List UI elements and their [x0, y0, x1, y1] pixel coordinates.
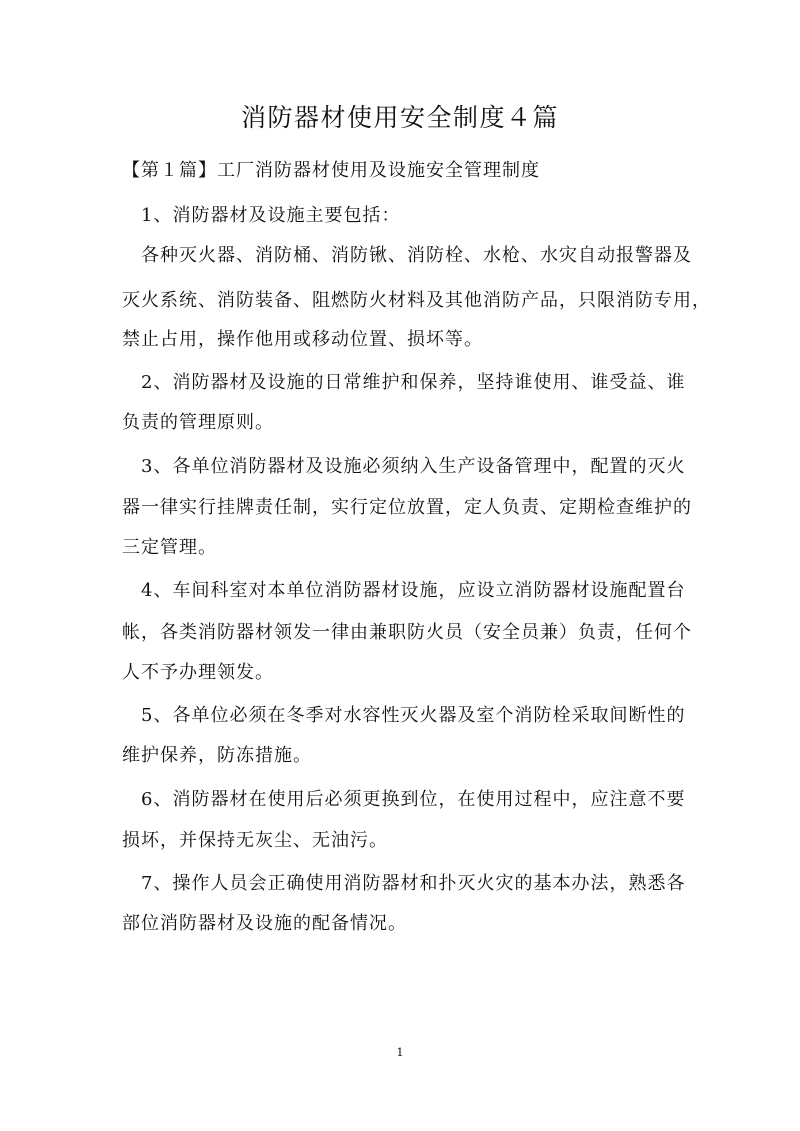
- paragraph-3-line-2: 器一律实行挂牌责任制，实行定位放置，定人负责、定期检查维护的: [122, 497, 692, 518]
- paragraph-7-line-1: 7、操作人员会正确使用消防器材和扑灭火灾的基本办法，熟悉各: [141, 873, 686, 894]
- paragraph-3-line-1: 3、各单位消防器材及设施必须纳入生产设备管理中，配置的灭火: [141, 456, 686, 477]
- paragraph-4-line-3: 人不予办理领发。: [122, 662, 274, 683]
- paragraph-1-line-4: 禁止占用，操作他用或移动位置、损坏等。: [122, 329, 483, 350]
- paragraph-1-line-2: 各种灭火器、消防桶、消防锹、消防栓、水枪、水灾自动报警器及: [141, 245, 692, 266]
- paragraph-6-line-1: 6、消防器材在使用后必须更换到位，在使用过程中，应注意不要: [141, 789, 686, 810]
- paragraph-7-line-2: 部位消防器材及设施的配备情况。: [122, 913, 407, 934]
- paragraph-1-line-1: 1、消防器材及设施主要包括：: [141, 205, 401, 226]
- paragraph-3-line-3: 三定管理。: [122, 537, 217, 558]
- paragraph-1-line-3: 灭火系统、消防装备、阻燃防火材料及其他消防产品，只限消防专用，: [122, 290, 711, 311]
- page-title: 消防器材使用安全制度４篇: [240, 103, 559, 132]
- section-heading: 【第１篇】工厂消防器材使用及设施安全管理制度: [122, 160, 540, 181]
- paragraph-4-line-1: 4、车间科室对本单位消防器材设施，应设立消防器材设施配置台: [141, 580, 686, 601]
- paragraph-6-line-2: 损坏，并保持无灰尘、无油污。: [122, 830, 388, 851]
- paragraph-4-line-2: 帐，各类消防器材领发一律由兼职防火员（安全员兼）负责，任何个: [122, 622, 692, 643]
- paragraph-2-line-2: 负责的管理原则。: [122, 412, 274, 433]
- paragraph-2-line-1: 2、消防器材及设施的日常维护和保养，坚持谁使用、谁受益、谁: [141, 372, 686, 393]
- paragraph-5-line-2: 维护保养，防冻措施。: [122, 745, 312, 766]
- paragraph-5-line-1: 5、各单位必须在冬季对水容性灭火器及室个消防栓采取间断性的: [141, 705, 686, 726]
- page-number: 1: [396, 1046, 404, 1059]
